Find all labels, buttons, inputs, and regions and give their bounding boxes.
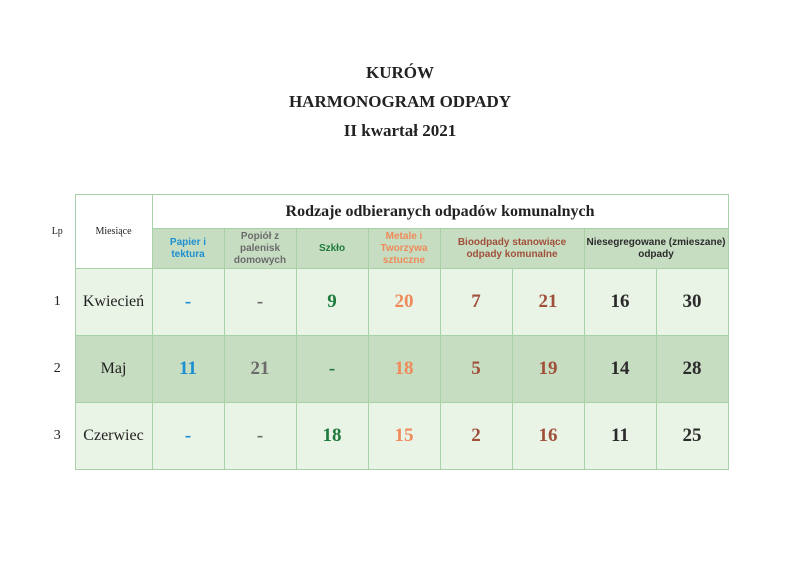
- month-header: Miesiące: [75, 195, 152, 269]
- row-number: 1: [53, 294, 61, 309]
- papier-date: -: [152, 403, 224, 470]
- category-szklo: Szkło: [296, 229, 368, 269]
- waste-types-header: Rodzaje odbieranych odpadów komunalnych: [152, 195, 728, 229]
- lp-header: Lp: [51, 226, 63, 237]
- popiol-date: -: [224, 269, 296, 336]
- bio-date-1: 7: [440, 269, 512, 336]
- document-title: [0, 58, 800, 145]
- table-row: [40, 336, 728, 403]
- month-cell: Maj: [75, 336, 152, 403]
- szklo-date: 9: [296, 269, 368, 336]
- metale-date: 15: [368, 403, 440, 470]
- mix-date-1: 11: [584, 403, 656, 470]
- szklo-date: 18: [296, 403, 368, 470]
- popiol-date: 21: [224, 336, 296, 403]
- bio-date-1: 2: [440, 403, 512, 470]
- title-schedule: HARMONOGRAM ODPADY: [288, 92, 512, 111]
- papier-date: 11: [152, 336, 224, 403]
- bio-date-2: 19: [512, 336, 584, 403]
- mix-date-2: 25: [656, 403, 728, 470]
- mix-date-1: 14: [584, 336, 656, 403]
- metale-date: 20: [368, 269, 440, 336]
- title-quarter: II kwartał 2021: [343, 121, 457, 140]
- bio-date-2: 16: [512, 403, 584, 470]
- month-cell: Kwiecień: [75, 269, 152, 336]
- category-niesegregowane: Niesegregowane (zmieszane) odpady: [584, 229, 728, 269]
- popiol-date: -: [224, 403, 296, 470]
- bio-date-2: 21: [512, 269, 584, 336]
- mix-date-1: 16: [584, 269, 656, 336]
- header-row-top: [40, 195, 728, 229]
- szklo-date: -: [296, 336, 368, 403]
- category-popiol: Popiół z palenisk domowych: [224, 229, 296, 269]
- metale-date: 18: [368, 336, 440, 403]
- title-town: KURÓW: [366, 63, 434, 82]
- table-row: [40, 403, 728, 470]
- month-cell: Czerwiec: [75, 403, 152, 470]
- mix-date-2: 28: [656, 336, 728, 403]
- row-number: 2: [53, 361, 61, 376]
- mix-date-2: 30: [656, 269, 728, 336]
- bio-date-1: 5: [440, 336, 512, 403]
- category-metale: Metale i Tworzywa sztuczne: [368, 229, 440, 269]
- table-row: [40, 269, 728, 336]
- schedule-table: [40, 194, 729, 470]
- category-papier: Papier i tektura: [152, 229, 224, 269]
- category-bioodpady: Bioodpady stanowiące odpady komunalne: [440, 229, 584, 269]
- row-number: 3: [53, 428, 61, 443]
- papier-date: -: [152, 269, 224, 336]
